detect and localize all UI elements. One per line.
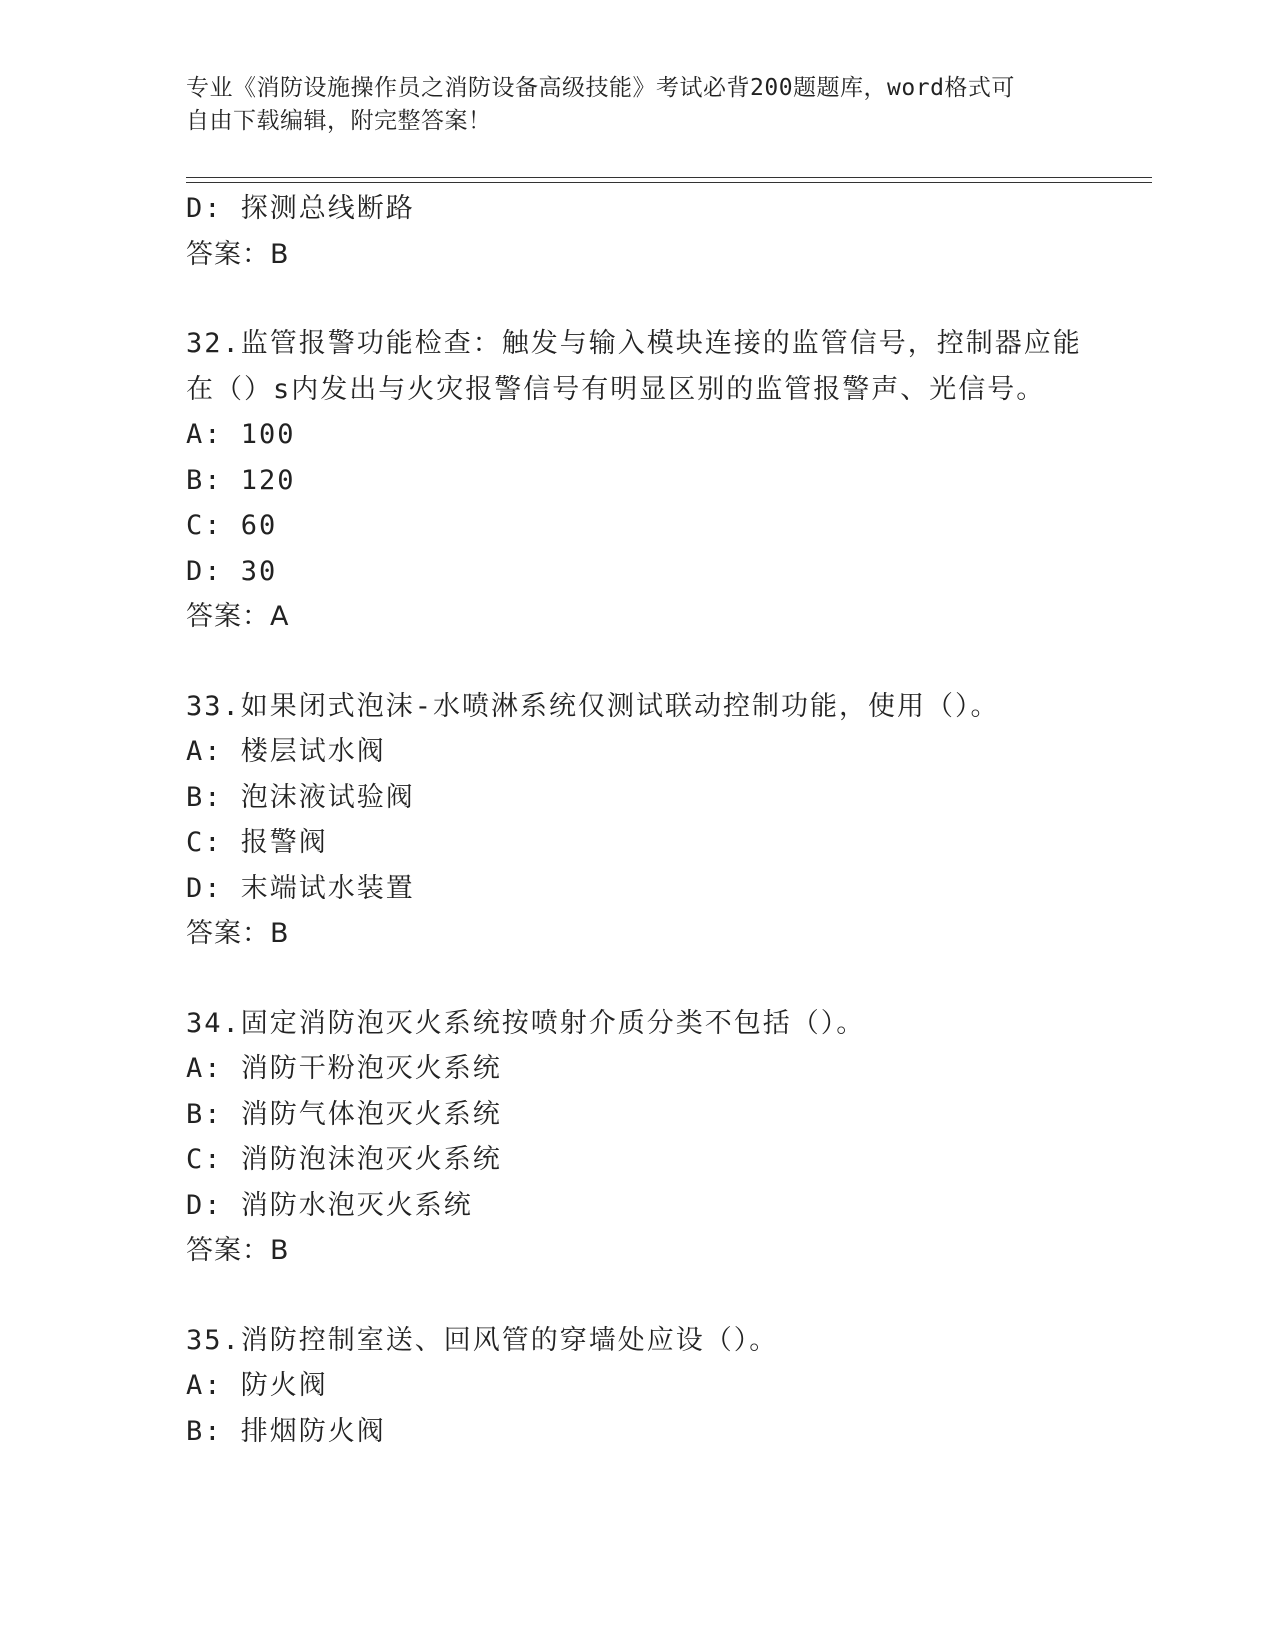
question-33-option-a: A: 楼层试水阀	[186, 736, 386, 767]
question-34-line-1: 34.固定消防泡灭火系统按喷射介质分类不包括（）。	[186, 1007, 866, 1039]
question-content	[186, 186, 1146, 1454]
question-32-option-c: C: 60	[186, 510, 278, 541]
question-33-option-c: C: 报警阀	[186, 827, 328, 858]
question-33-answer: 答案：B	[186, 918, 290, 949]
question-32-line-2: 在（）s内发出与火灾报警信号有明显区别的监管报警声、光信号。	[186, 373, 1046, 405]
spacer	[186, 957, 1146, 1001]
question-34-option-c: C: 消防泡沫泡灭火系统	[186, 1144, 502, 1175]
question-32-option-b: B: 120	[186, 464, 296, 496]
question-32-option-a: A: 100	[186, 419, 296, 450]
question-34-option-b: B: 消防气体泡灭火系统	[186, 1098, 502, 1130]
question-35-line-1: 35.消防控制室送、回风管的穿墙处应设（）。	[186, 1324, 779, 1356]
question-35	[186, 1318, 1146, 1455]
question-32-option-d: D: 30	[186, 555, 278, 587]
question-32	[186, 321, 1146, 640]
question-34-option-d: D: 消防水泡灭火系统	[186, 1189, 473, 1221]
question-32-line-1: 32.监管报警功能检查：触发与输入模块连接的监管信号，控制器应能	[186, 328, 1082, 359]
spacer	[186, 277, 1146, 321]
question-33	[186, 684, 1146, 957]
question-33-option-b: B: 泡沫液试验阀	[186, 781, 415, 813]
carryover-option-d: D: 探测总线断路	[186, 193, 415, 224]
header-rule-bottom	[186, 182, 1152, 183]
header-line-2: 自由下载编辑，附完整答案！	[186, 108, 492, 134]
header-line-1: 专业《消防设施操作员之消防设备高级技能》考试必背200题题库，word格式可	[186, 75, 1015, 101]
question-35-option-a: A: 防火阀	[186, 1370, 328, 1401]
question-34	[186, 1001, 1146, 1274]
document-header	[186, 72, 1086, 138]
spacer	[186, 1274, 1146, 1318]
spacer	[186, 640, 1146, 684]
question-33-line-1: 33.如果闭式泡沫-水喷淋系统仅测试联动控制功能，使用（）。	[186, 690, 1000, 722]
header-rule-top	[186, 177, 1152, 178]
carryover-answer: 答案：B	[186, 238, 290, 270]
question-32-answer: 答案：A	[186, 601, 290, 632]
question-34-answer: 答案：B	[186, 1235, 290, 1266]
question-33-option-d: D: 末端试水装置	[186, 872, 415, 904]
question-34-option-a: A: 消防干粉泡灭火系统	[186, 1053, 502, 1084]
question-35-option-b: B: 排烟防火阀	[186, 1415, 386, 1447]
